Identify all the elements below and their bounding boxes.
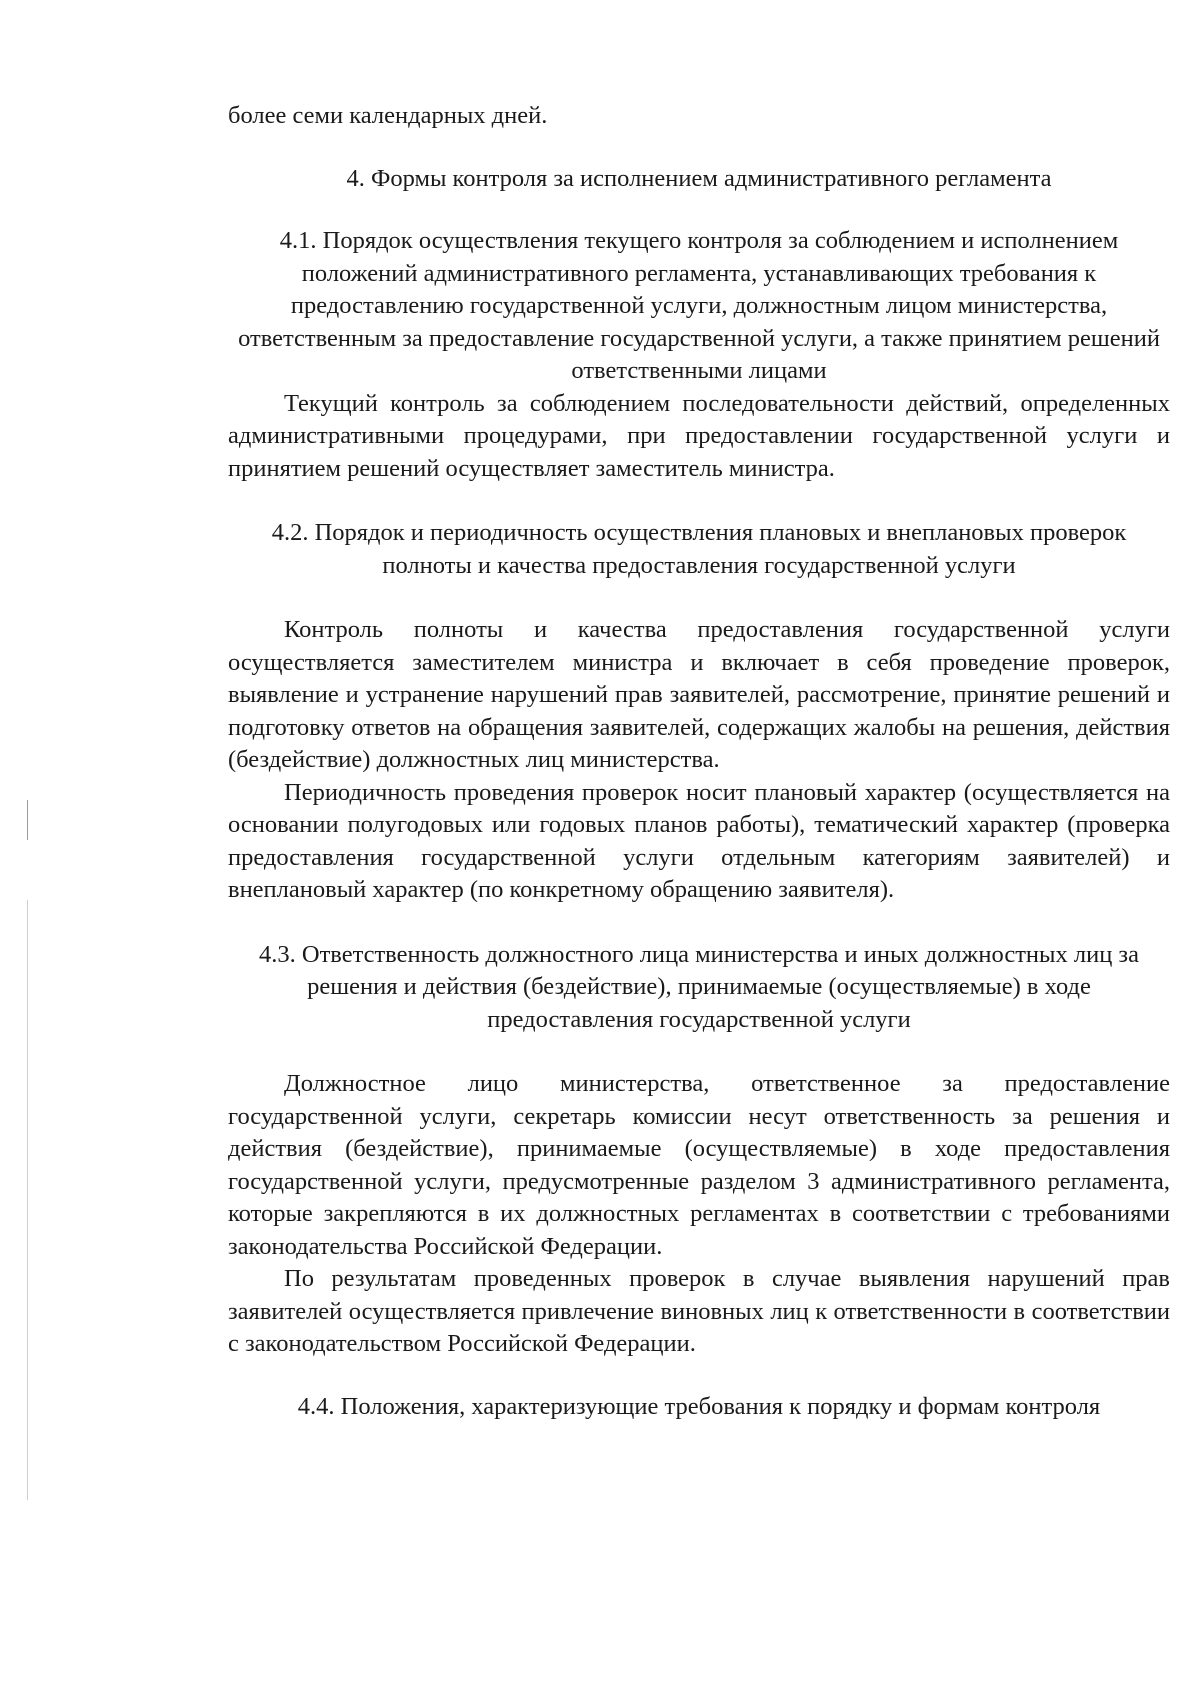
paragraph-4-3-1: Должностное лицо министерства, ответственное за предоставление государственной услуги, секретарь комиссии несут ответственность за решения и действия (бездействие), принимаемые (осуществляемые) в ходе предоставления государственной услуги, предусмотренные разделом 3 административного регламента, которые закрепляются в их должностных регламентах в соответствии с требованиями законодательства Российской Федерации. [228,1070,1170,1260]
section-title: 4. Формы контроля за исполнением административного регламента [346,164,1052,192]
paragraph-4-2-1: Контроль полноты и качества предоставления государственной услуги осуществляется заместителем министра и включает в себя проведение проверок, выявление и устранение нарушений прав заявителей, рассмотрение, принятие решений и подготовку ответов на обращения заявителей, содержащих жалобы на решения, действия (бездействие) должностных лиц министерства. [228,616,1170,773]
document-page [228,100,1170,1423]
paragraph-4-2-2: Периодичность проведения проверок носит плановый характер (осуществляется на основании полугодовых или годовых планов работы), тематический характер (проверка предоставления государственной услуги отдельным категориям заявителей) и внеплановый характер (по конкретному обращению заявителя). [228,778,1170,903]
subsection-heading-4-2: 4.2. Порядок и периодичность осуществления плановых и внеплановых проверок полноты и качества предоставления государственной услуги [271,519,1127,579]
paragraph-4-3-2: По результатам проведенных проверок в случае выявления нарушений прав заявителей осуществляется привлечение виновных лиц к ответственности в соответствии с законодательством Российской Федерации. [228,1265,1170,1357]
subsection-heading-4-4: 4.4. Положения, характеризующие требования к порядку и формам контроля [297,1392,1101,1420]
subsection-heading-4-3: 4.3. Ответственность должностного лица министерства и иных должностных лиц за решения и действия (бездействие), принимаемые (осуществляемые) в ходе предоставления государственной услуги [259,940,1139,1033]
scan-artifact-line [27,800,28,840]
continuation-line: более семи календарных дней. [228,102,548,129]
scan-artifact-line [27,900,28,1500]
subsection-heading-4-1: 4.1. Порядок осуществления текущего контроля за соблюдением и исполнением положений административного регламента, устанавливающих требования к предоставлению государственной услуги, должностным лицом министерства, ответственным за предоставление государственной услуги, а также принятием решений ответственными лицами [238,227,1160,384]
paragraph-4-1-1: Текущий контроль за соблюдением последовательности действий, определенных административными процедурами, при предоставлении государственной услуги и принятием решений осуществляет заместитель министра. [228,389,1170,482]
